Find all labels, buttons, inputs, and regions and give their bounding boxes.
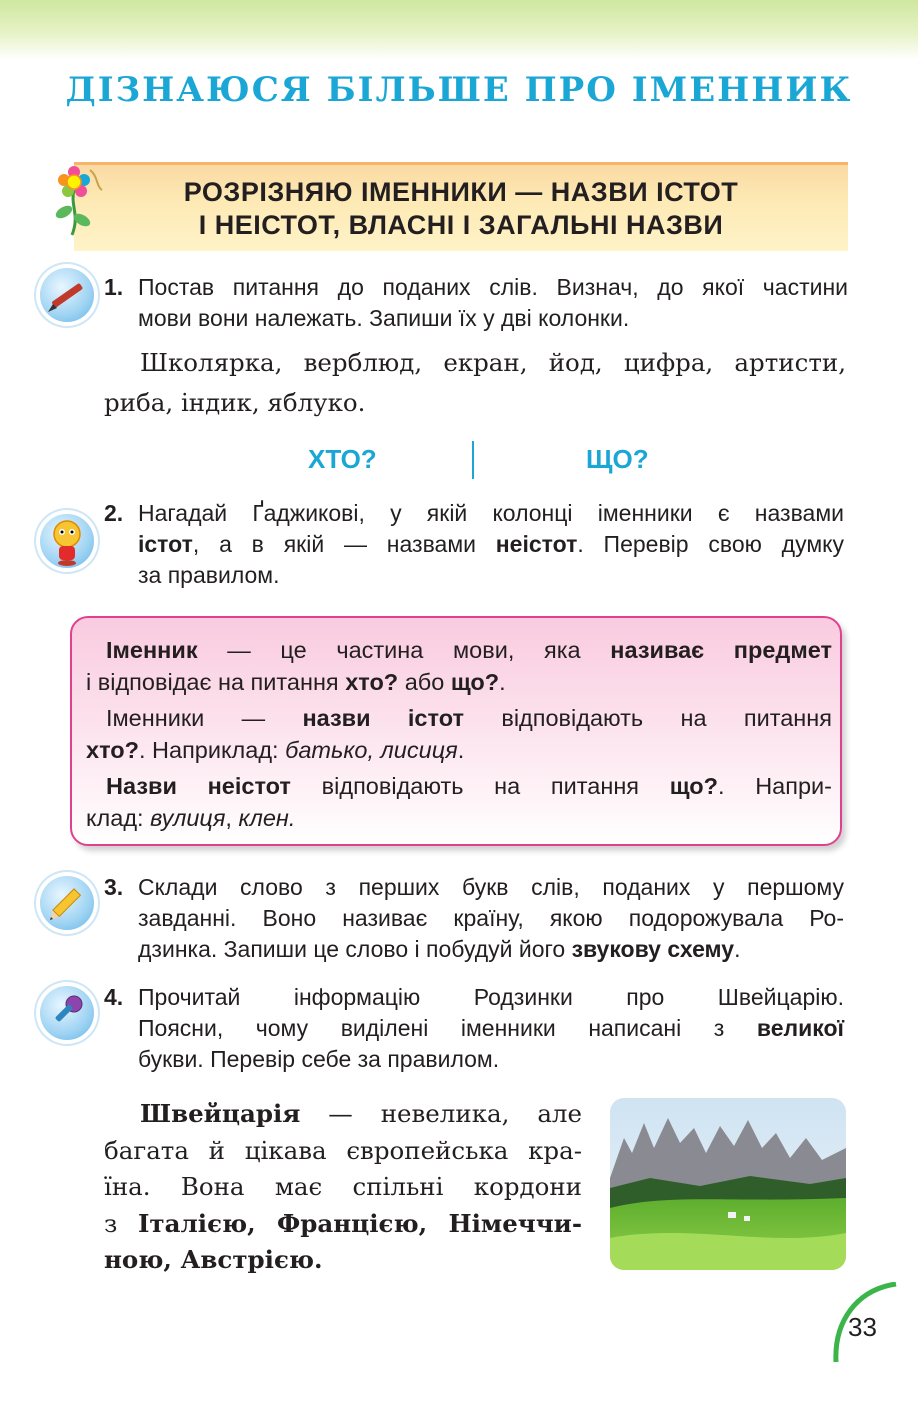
word-list-line2: риба, індик, яблуко. [104,388,366,417]
rule-box [70,616,842,846]
task-3-number: 3. [104,874,124,900]
word-list-line1: Школярка, верблюд, екран, йод, цифра, артисти, [140,348,846,377]
task-4-line3: букви. Перевір себе за правилом. [138,1046,500,1072]
task-3-line2: завданні. Воно називає країну, якою подорожувала Ро- [138,905,844,931]
column-what: ЩО? [586,444,649,474]
reading-line4: з Італією, Францією, Німеччи- [104,1208,582,1238]
task-4-line1: Прочитай інформацію Родзинки про Швейцарію. [138,984,844,1010]
section-title [74,176,848,242]
column-who: ХТО? [308,444,377,474]
reading-line5: ною, Австрією. [104,1245,323,1274]
page-number: 33 [848,1312,877,1342]
pen-icon [40,268,94,322]
section-title-line2: І НЕІСТОТ, ВЛАСНІ І ЗАГАЛЬНІ НАЗВИ [198,210,724,240]
switzerland-text [104,1096,582,1279]
task-2-number: 2. [104,500,124,526]
gadget-character-icon [40,514,94,568]
rule-line6: клад: вулиця, клен. [86,805,296,831]
task-1-number: 1. [104,274,124,300]
task-1-line1: Постав питання до поданих слів. Визнач, до якої частини [138,274,848,300]
page-title: ДІЗНАЮСЯ БІЛЬШЕ ПРО ІМЕННИК [65,70,853,110]
task-4-number: 4. [104,984,124,1010]
rule-line1: Іменник — це частина мови, яка називає предмет [106,637,832,663]
rule-line5: Назви неістот відповідають на питання що?. Напри- [106,773,832,799]
task-1-line2: мови вони належать. Запиши їх у дві колонки. [138,305,630,331]
rule-line3: Іменники — назви істот відповідають на питання [106,705,832,731]
section-title-line1: РОЗРІЗНЯЮ ІМЕННИКИ — НАЗВИ ІСТОТ [183,177,739,207]
reading-line3: їна. Вона має спільні кордони [104,1172,582,1201]
alps-landscape-photo [610,1098,846,1270]
task-2-line3: за правилом. [138,562,280,588]
task-4-line2: Поясни, чому виділені іменники написані з великої [138,1015,844,1041]
column-divider [472,441,474,479]
rule-line2: і відповідає на питання хто? або що?. [86,669,506,695]
pencil-icon [40,876,94,930]
rule-line4: хто?. Наприклад: батько, лисиця. [86,737,465,763]
task-2-line2: істот, а в якій — назвами неістот. Перевір свою думку [138,531,844,557]
microphone-icon [40,986,94,1040]
task-3-line3: дзинка. Запиши це слово і побудуй його звукову схему. [138,936,741,962]
task-2-line1: Нагадай Ґаджикові, у якій колонці іменники є назвами [138,500,844,526]
reading-line2: багата й цікава європейська кра- [104,1135,582,1165]
task-3-line1: Склади слово з перших букв слів, поданих у першому [138,874,844,900]
top-decor-band [0,0,918,60]
reading-line1: Швейцарія — невелика, але [140,1099,582,1128]
